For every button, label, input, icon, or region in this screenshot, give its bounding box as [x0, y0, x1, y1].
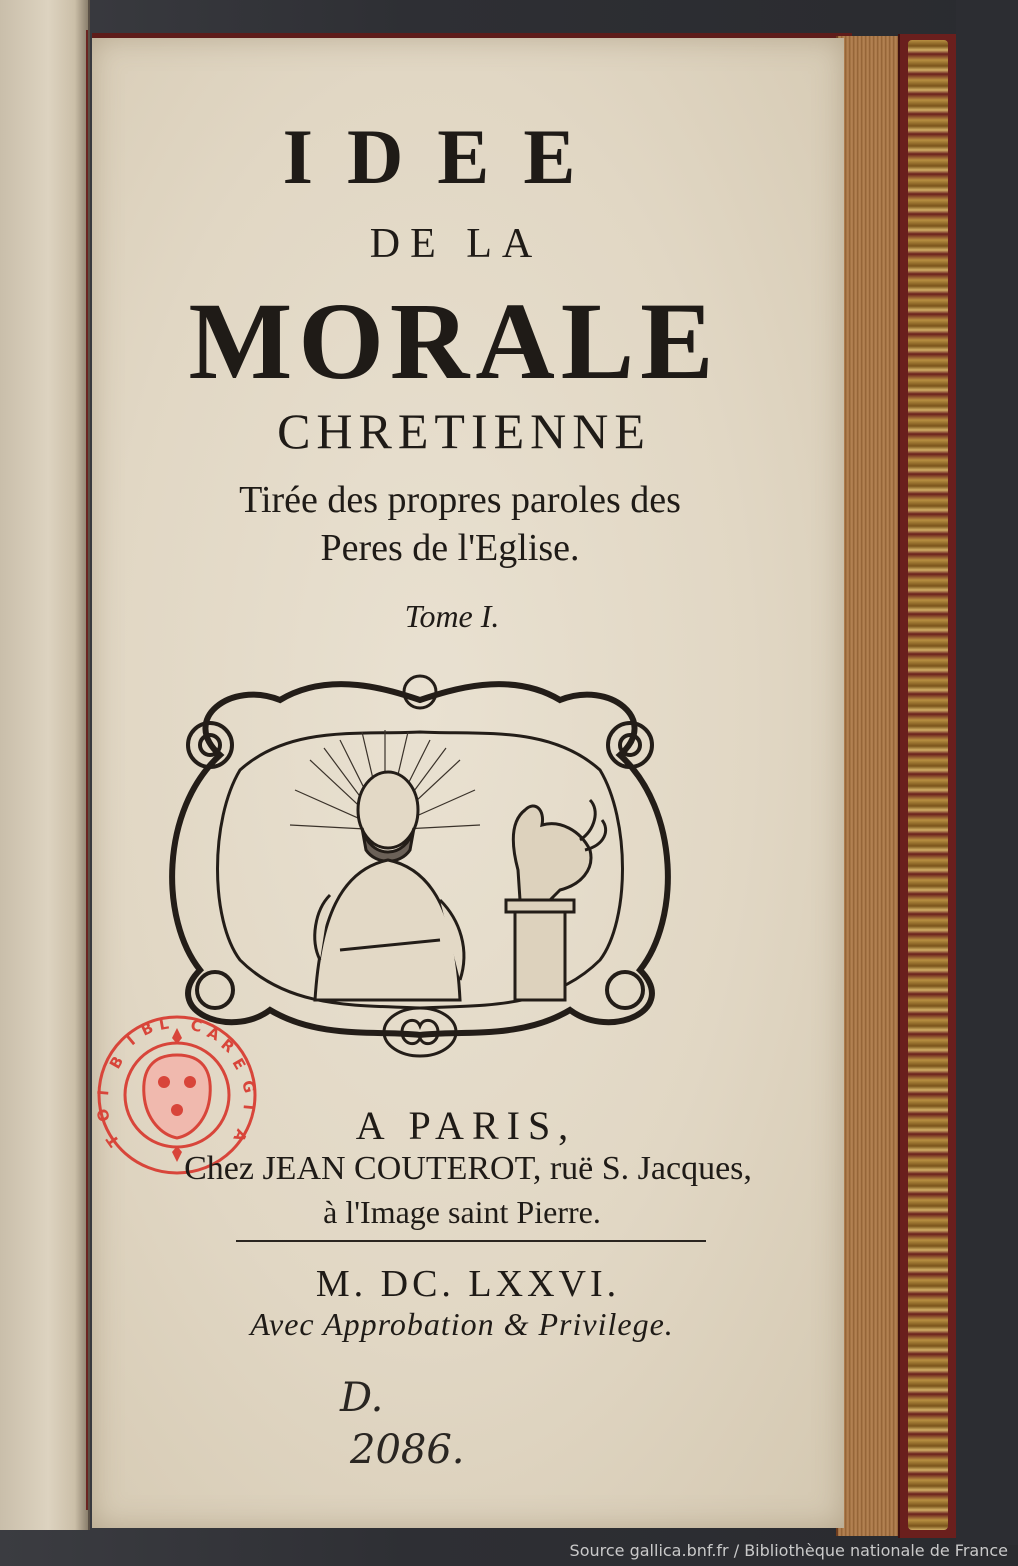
svg-text:T: T — [102, 1131, 124, 1151]
svg-text:B: B — [105, 1053, 128, 1072]
gilt-border-ornament — [908, 40, 948, 1530]
title-de-la: DE LA — [369, 221, 543, 267]
svg-text:R: R — [217, 1035, 238, 1057]
volume-label: Tome I. — [404, 598, 500, 634]
svg-text:G: G — [238, 1078, 259, 1095]
subtitle-line-2: Peres de l'Eglise. — [320, 527, 580, 569]
imprint-publisher: Chez JEAN COUTEROT, ruë S. Jacques, — [184, 1150, 752, 1187]
imprint-place: A PARIS, — [355, 1103, 577, 1148]
left-facing-page — [0, 0, 90, 1530]
shelfmark-line-1: D. — [340, 1375, 384, 1421]
handwritten-shelfmark — [340, 1372, 465, 1476]
svg-text:C: C — [189, 1016, 204, 1036]
fore-edge — [836, 36, 900, 1536]
subtitle-line-1: Tirée des propres paroles des — [239, 479, 681, 521]
source-credit: Source gallica.bnf.fr / Bibliothèque nationale de France — [569, 1541, 1008, 1560]
shelfmark-line-2: 2086. — [350, 1427, 465, 1473]
imprint-date: M. DC. LXXVI. — [315, 1263, 621, 1305]
svg-text:I: I — [123, 1031, 139, 1050]
title-morale: MORALE — [188, 280, 720, 402]
horizontal-rule — [236, 1240, 706, 1242]
svg-text:E: E — [228, 1055, 250, 1073]
svg-text:B: B — [138, 1018, 157, 1040]
title-chretienne: CHRETIENNE — [277, 403, 651, 459]
svg-text:O: O — [93, 1106, 114, 1124]
svg-text:I: I — [239, 1103, 258, 1111]
svg-text:L: L — [157, 1014, 171, 1034]
scan-margin-right — [956, 0, 1018, 1545]
title-idee: IDEE — [282, 113, 610, 200]
svg-text:I: I — [94, 1089, 113, 1097]
svg-text:A: A — [229, 1126, 251, 1145]
woodcut-vignette — [140, 660, 700, 1070]
imprint-sign: à l'Image saint Pierre. — [323, 1194, 601, 1230]
svg-text:A: A — [204, 1023, 223, 1045]
privilege-line: Avec Approbation & Privilege. — [250, 1306, 674, 1342]
